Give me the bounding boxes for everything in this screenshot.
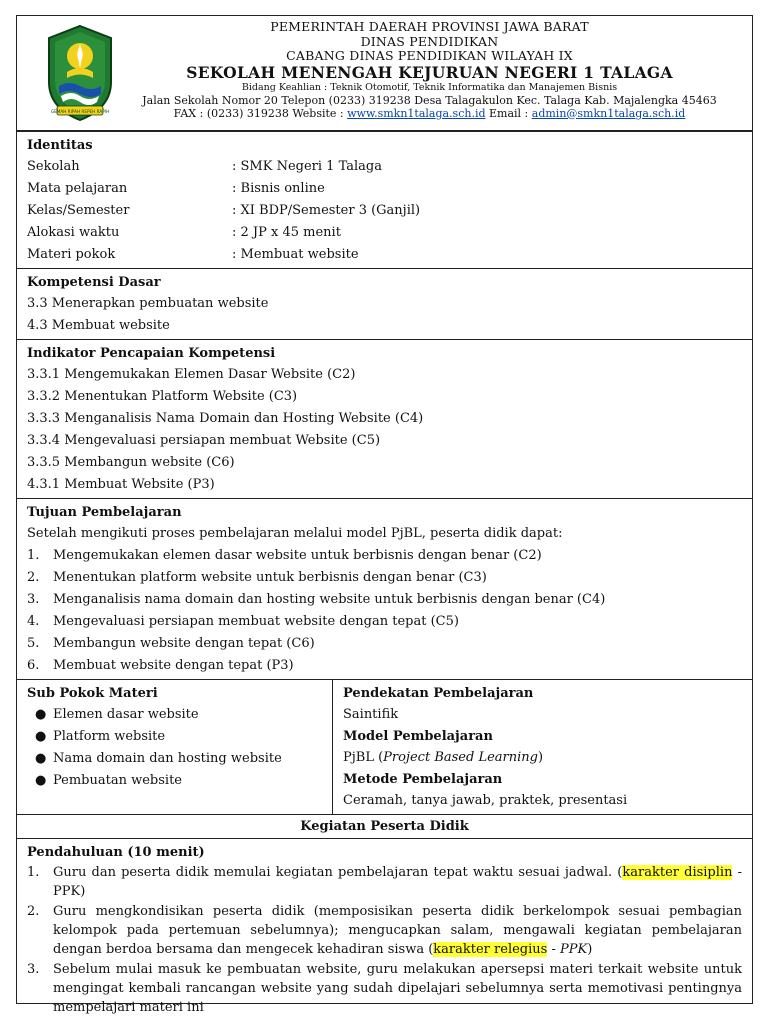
rpp-document bbox=[16, 15, 753, 1015]
list-item: 1. Mengemukakan elemen dasar website untuk berbisnis dengan benar (C2) bbox=[27, 548, 542, 563]
kegiatan-section bbox=[17, 839, 752, 1017]
bidang-keahlian: Bidang Keahlian : Teknik Otomotif, Teknik Informatika dan Manajemen Bisnis bbox=[241, 81, 618, 93]
metode-value: Ceramah, tanya jawab, praktek, presentasi bbox=[343, 793, 628, 808]
bullet-icon: ● bbox=[35, 751, 47, 766]
section-title: Metode Pembelajaran bbox=[343, 772, 503, 787]
list-item: 3.3 Menerapkan pembuatan website bbox=[27, 296, 269, 311]
list-item: 3.3.3 Menganalisis Nama Domain dan Hosting Website (C4) bbox=[27, 411, 424, 426]
karakter-highlight: karakter disiplin bbox=[622, 865, 733, 880]
list-item: 3.3.1 Mengemukakan Elemen Dasar Website (C2) bbox=[27, 367, 356, 382]
karakter-highlight: karakter relegius bbox=[433, 942, 548, 957]
section-title: Sub Pokok Materi bbox=[27, 686, 158, 701]
list-item: 6. Membuat website dengan tepat (P3) bbox=[27, 658, 294, 673]
gov-line: PEMERINTAH DAERAH PROVINSI JAWA BARAT bbox=[270, 19, 589, 34]
bullet-icon: ● bbox=[35, 707, 47, 722]
west-java-emblem-icon bbox=[45, 24, 115, 122]
section-title: Pendahuluan (10 menit) bbox=[27, 845, 205, 860]
indikator-section bbox=[17, 340, 752, 499]
section-title: Model Pembelajaran bbox=[343, 729, 493, 744]
bullet-icon: ● bbox=[35, 729, 47, 744]
letterhead-text bbox=[117, 20, 742, 121]
tujuan-section bbox=[17, 499, 752, 680]
bullet-icon: ● bbox=[35, 773, 47, 788]
model-value: PjBL (Project Based Learning) bbox=[343, 750, 544, 765]
email-link[interactable]: admin@smkn1talaga.sch.id bbox=[531, 106, 686, 120]
tujuan-intro: Setelah mengikuti proses pembelajaran melalui model PjBL, peserta didik dapat: bbox=[27, 526, 563, 541]
bullet-item: ● Nama domain dan hosting website bbox=[27, 748, 332, 770]
section-title: Pendekatan Pembelajaran bbox=[343, 686, 534, 701]
website-link[interactable]: www.smkn1talaga.sch.id bbox=[347, 106, 486, 120]
identitas-section bbox=[17, 132, 752, 269]
section-title: Indikator Pencapaian Kompetensi bbox=[27, 346, 276, 361]
section-title: Kompetensi Dasar bbox=[27, 275, 161, 290]
pendekatan-column bbox=[333, 680, 752, 814]
contact-line: FAX : (0233) 319238 Website : www.smkn1talaga.sch.id Email : admin@smkn1talaga.sch.id bbox=[173, 106, 686, 120]
bullet-item: ● Pembuatan website bbox=[27, 770, 332, 792]
school-address: Jalan Sekolah Nomor 20 Telepon (0233) 319238 Desa Talagakulon Kec. Talaga Kab. Majalengka 45463 bbox=[142, 93, 717, 107]
kegiatan-title: Kegiatan Peserta Didik bbox=[17, 815, 752, 839]
activity-item: 2. Guru mengkondisikan peserta didik (memposisikan peserta didik berkelompok sesuai pembagian kelompok pada pertemuan sebelumnya); mengucapkan salam, mengawali kegiatan pembelajaran dengan berdoa bersama dan mengecek kehadiran siswa (karakter relegius - PPK) bbox=[27, 904, 742, 957]
kompetensi-dasar-section bbox=[17, 269, 752, 340]
activity-item: 3. Sebelum mulai masuk ke pembuatan website, guru melakukan apersepsi materi terkait website untuk mengingat kembali rancangan website yang sudah dipelajari sebelumnya serta memotivasi pentingnya mempelajari materi ini bbox=[27, 962, 742, 1015]
list-item: 4.3.1 Membuat Website (P3) bbox=[27, 477, 215, 492]
sub-pokok-column bbox=[17, 680, 333, 814]
bullet-item: ● Platform website bbox=[27, 726, 332, 748]
list-item: 3. Menganalisis nama domain dan hosting website untuk berbisnis dengan benar (C4) bbox=[27, 592, 606, 607]
activity-item: 1. Guru dan peserta didik memulai kegiatan pembelajaran tepat waktu sesuai jadwal. (karakter disiplin - PPK) bbox=[27, 865, 742, 899]
svg-text:GEMAH RIPAH REPEH RAPIH: GEMAH RIPAH REPEH RAPIH bbox=[50, 109, 110, 114]
identity-row: Sekolah : SMK Negeri 1 Talaga bbox=[27, 159, 382, 174]
bullet-item: ● Elemen dasar website bbox=[27, 704, 332, 726]
pendekatan-value: Saintifik bbox=[343, 707, 399, 722]
school-name: SEKOLAH MENENGAH KEJURUAN NEGERI 1 TALAGA bbox=[186, 62, 673, 82]
dept-line: DINAS PENDIDIKAN bbox=[360, 33, 499, 49]
identity-row: Kelas/Semester : XI BDP/Semester 3 (Ganjil) bbox=[27, 203, 421, 218]
list-item: 4.3 Membuat website bbox=[27, 318, 170, 333]
identity-row: Mata pelajaran : Bisnis online bbox=[27, 181, 325, 196]
list-item: 3.3.5 Membangun website (C6) bbox=[27, 455, 235, 470]
list-item: 3.3.2 Menentukan Platform Website (C3) bbox=[27, 389, 298, 404]
section-title: Tujuan Pembelajaran bbox=[27, 505, 182, 520]
materi-metode-section bbox=[17, 680, 752, 815]
identity-row: Materi pokok : Membuat website bbox=[27, 247, 359, 262]
list-item: 2. Menentukan platform website untuk berbisnis dengan benar (C3) bbox=[27, 570, 487, 585]
section-title: Identitas bbox=[27, 138, 93, 153]
identity-row: Alokasi waktu : 2 JP x 45 menit bbox=[27, 225, 341, 240]
list-item: 3.3.4 Mengevaluasi persiapan membuat Website (C5) bbox=[27, 433, 381, 448]
branch-line: CABANG DINAS PENDIDIKAN WILAYAH IX bbox=[286, 48, 573, 63]
list-item: 4. Mengevaluasi persiapan membuat website dengan tepat (C5) bbox=[27, 614, 459, 629]
list-item: 5. Membangun website dengan tepat (C6) bbox=[27, 636, 315, 651]
letterhead bbox=[17, 16, 752, 132]
